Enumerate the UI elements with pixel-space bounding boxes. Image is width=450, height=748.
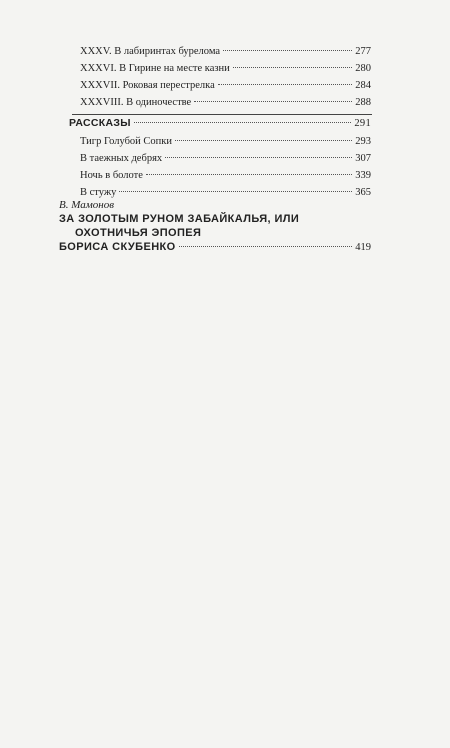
toc-entry-label: Ночь в болоте (80, 170, 143, 181)
dot-leader (175, 140, 352, 141)
toc-entry-page: 284 (355, 80, 371, 91)
toc-entry-page: 365 (355, 187, 371, 198)
toc-entry-page: 288 (355, 97, 371, 108)
dot-leader (165, 157, 352, 158)
toc-entry-chapter-35 (80, 45, 371, 58)
toc-entry-page: 307 (355, 153, 371, 164)
dot-leader (119, 191, 352, 192)
toc-entry-story-3 (80, 169, 371, 182)
toc-entry-label: В таежных дебрях (80, 153, 163, 164)
toc-entry-page: 339 (355, 170, 371, 181)
toc-entry-label: XXXVII. Роковая перестрелка (80, 80, 215, 91)
toc-section-stories (69, 117, 371, 130)
toc-entry-chapter-38 (80, 96, 371, 109)
section-divider (72, 114, 372, 115)
dot-leader (233, 67, 352, 68)
essay-author: В. Мамонов (59, 199, 114, 211)
toc-entry-label: XXXVIII. В одиночестве (80, 97, 192, 108)
toc-section-label: РАССКАЗЫ (69, 117, 131, 129)
toc-entry-essay (59, 241, 371, 254)
dot-leader (194, 101, 352, 102)
toc-entry-page: 293 (355, 136, 371, 147)
dot-leader (146, 174, 352, 175)
toc-entry-story-2 (80, 152, 371, 165)
toc-entry-page: 419 (355, 242, 371, 253)
toc-entry-label: В стужу (80, 187, 117, 198)
toc-entry-page: 280 (355, 63, 371, 74)
essay-title-line-2: ОХОТНИЧЬЯ ЭПОПЕЯ (75, 227, 202, 239)
dot-leader (223, 50, 352, 51)
toc-entry-page: 277 (355, 46, 371, 57)
toc-entry-label: XXXVI. В Гирине на месте казни (80, 63, 230, 74)
toc-entry-chapter-36 (80, 62, 371, 75)
toc-entry-story-4 (80, 186, 371, 199)
toc-section-page: 291 (354, 118, 371, 129)
toc-entry-label: Тигр Голубой Сопки (80, 136, 172, 147)
dot-leader (218, 84, 353, 85)
toc-entry-story-1 (80, 135, 371, 148)
toc-entry-label: XXXV. В лабиринтах бурелома (80, 46, 221, 57)
essay-title-line-1: ЗА ЗОЛОТЫМ РУНОМ ЗАБАЙКАЛЬЯ, ИЛИ (59, 213, 300, 225)
toc-entry-chapter-37 (80, 79, 371, 92)
essay-title-line-3: БОРИСА СКУБЕНКО (59, 241, 176, 253)
dot-leader (134, 122, 352, 123)
dot-leader (179, 246, 353, 247)
